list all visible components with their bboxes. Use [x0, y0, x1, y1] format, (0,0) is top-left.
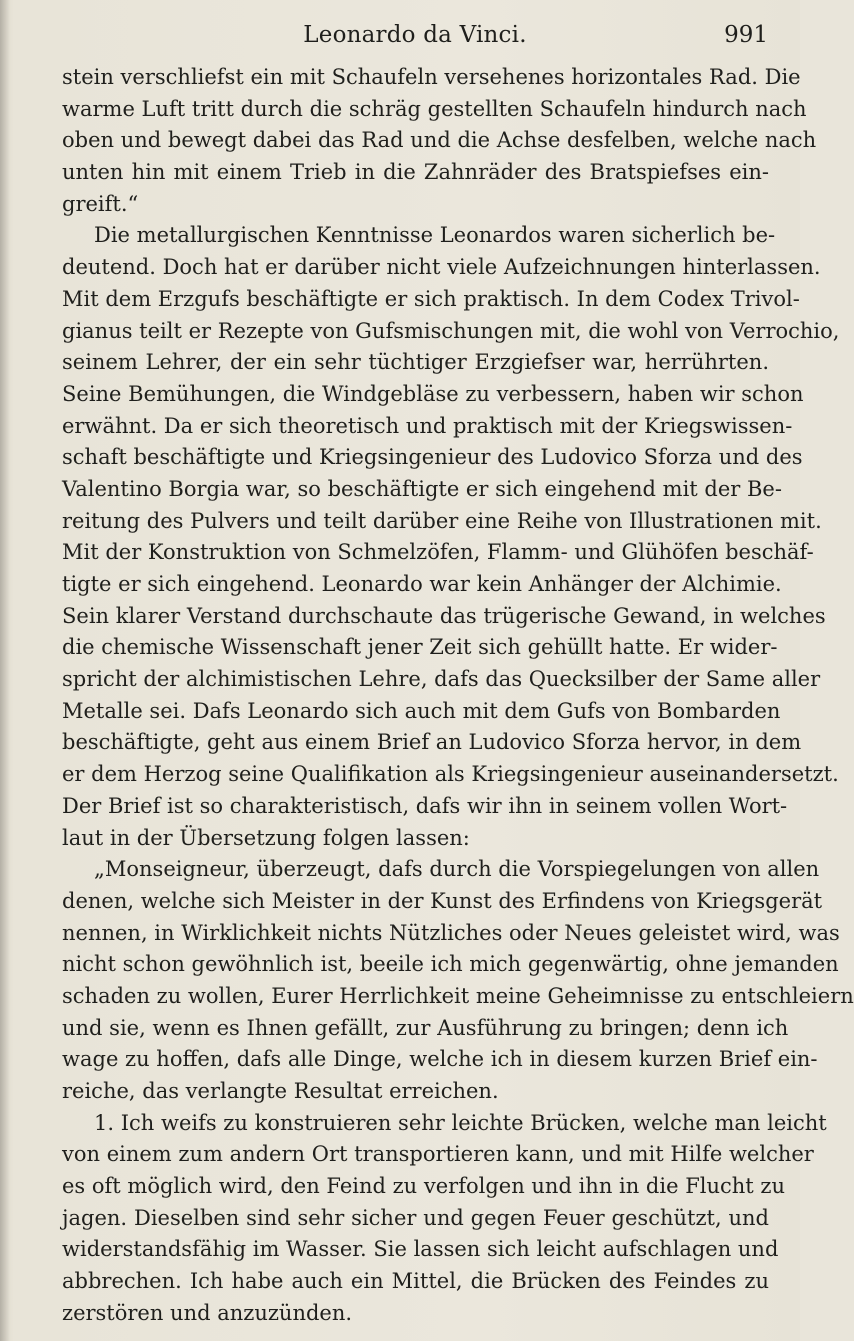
- text-line: er dem Herzog seine Qualifikation als Kriegsingenieur auseinandersetzt.: [62, 762, 839, 787]
- text-line: nennen, in Wirklichkeit nichts Nützliches oder Neues geleistet wird, was: [62, 920, 840, 945]
- text-line: schaden zu wollen, Eurer Herrlichkeit meine Geheimnisse zu entschleiern: [62, 983, 854, 1008]
- text-line: die chemische Wissenschaft jener Zeit sich gehüllt hatte. Er wider-: [62, 635, 778, 660]
- running-head: [62, 16, 768, 54]
- page-number: 991: [724, 22, 768, 48]
- body-text: [62, 62, 854, 1330]
- text-line: denen, welche sich Meister in der Kunst des Erfindens von Kriegsgerät: [62, 888, 823, 913]
- text-line: reiche, das verlangte Resultat erreichen.: [62, 1079, 499, 1103]
- running-head-title: Leonardo da Vinci.: [303, 22, 527, 48]
- text-line: Der Brief ist so charakteristisch, dafs wir ihn in seinem vollen Wort-: [62, 793, 788, 818]
- text-line: stein verschliefst ein mit Schaufeln versehenes horizontales Rad. Die: [62, 65, 801, 89]
- text-line: Mit der Konstruktion von Schmelzöfen, Flamm- und Glühöfen beschäf-: [62, 540, 814, 565]
- text-line: spricht der alchimistischen Lehre, dafs das Quecksilber der Same aller: [62, 667, 821, 692]
- text-line: 1. Ich weifs zu konstruieren sehr leichte Brücken, welche man leicht: [94, 1110, 827, 1135]
- text-line: reitung des Pulvers und teilt darüber eine Reihe von Illustrationen mit.: [62, 508, 822, 533]
- text-line: „Monseigneur, überzeugt, dafs durch die Vorspiegelungen von allen: [94, 857, 820, 882]
- text-line: wage zu hoffen, dafs alle Dinge, welche ich in diesem kurzen Brief ein-: [62, 1047, 818, 1072]
- text-line: zerstören und anzuzünden.: [62, 1300, 353, 1325]
- text-line: schaft beschäftigte und Kriegsingenieur des Ludovico Sforza und des: [62, 445, 803, 470]
- text-line: greift.“: [62, 191, 139, 216]
- text-line: es oft möglich wird, den Feind zu verfolgen und ihn in die Flucht zu: [62, 1174, 785, 1199]
- text-line: beschäftigte, geht aus einem Brief an Ludovico Sforza hervor, in dem: [62, 730, 802, 755]
- text-line: nicht schon gewöhnlich ist, beeile ich mich gegenwärtig, ohne jemanden: [62, 952, 839, 977]
- spine-shadow: [0, 0, 10, 1341]
- text-line: Seine Bemühungen, die Windgebläse zu verbessern, haben wir schon: [62, 381, 804, 406]
- text-line: seinem Lehrer, der ein sehr tüchtiger Erzgiefser war, herrührten.: [62, 350, 769, 375]
- text-line: von einem zum andern Ort transportieren kann, und mit Hilfe welcher: [62, 1142, 814, 1167]
- text-line: oben und bewegt dabei das Rad und die Achse desfelben, welche nach: [62, 128, 817, 153]
- text-line: gianus teilt er Rezepte von Gufsmischungen mit, die wohl von Verrochio,: [62, 318, 840, 343]
- text-line: erwähnt. Da er sich theoretisch und praktisch mit der Kriegswissen-: [62, 413, 793, 438]
- text-line: tigte er sich eingehend. Leonardo war kein Anhänger der Alchimie.: [62, 572, 782, 596]
- text-line: Die metallurgischen Kenntnisse Leonardos waren sicherlich be-: [94, 223, 776, 248]
- text-line: Valentino Borgia war, so beschäftigte er sich eingehend mit der Be-: [62, 476, 782, 501]
- text-line: Mit dem Erzgufs beschäftigte er sich praktisch. In dem Codex Trivol-: [62, 286, 800, 311]
- text-line: jagen. Dieselben sind sehr sicher und gegen Feuer geschützt, und: [62, 1205, 769, 1230]
- text-line: und sie, wenn es Ihnen gefällt, zur Ausführung zu bringen; denn ich: [62, 1015, 789, 1040]
- text-line: abbrechen. Ich habe auch ein Mittel, die Brücken des Feindes zu: [62, 1269, 769, 1294]
- text-line: unten hin mit einem Trieb in die Zahnräder des Bratspiefses ein-: [62, 160, 769, 185]
- text-line: widerstandsfähig im Wasser. Sie lassen sich leicht aufschlagen und: [62, 1237, 779, 1262]
- text-line: Sein klarer Verstand durchschaute das trügerische Gewand, in welches: [62, 603, 826, 628]
- text-line: Metalle sei. Dafs Leonardo sich auch mit dem Gufs von Bombarden: [62, 698, 781, 723]
- text-line: laut in der Übersetzung folgen lassen:: [62, 825, 470, 850]
- text-line: deutend. Doch hat er darüber nicht viele Aufzeichnungen hinterlassen.: [62, 255, 821, 280]
- text-line: warme Luft tritt durch die schräg gestellten Schaufeln hindurch nach: [62, 96, 807, 121]
